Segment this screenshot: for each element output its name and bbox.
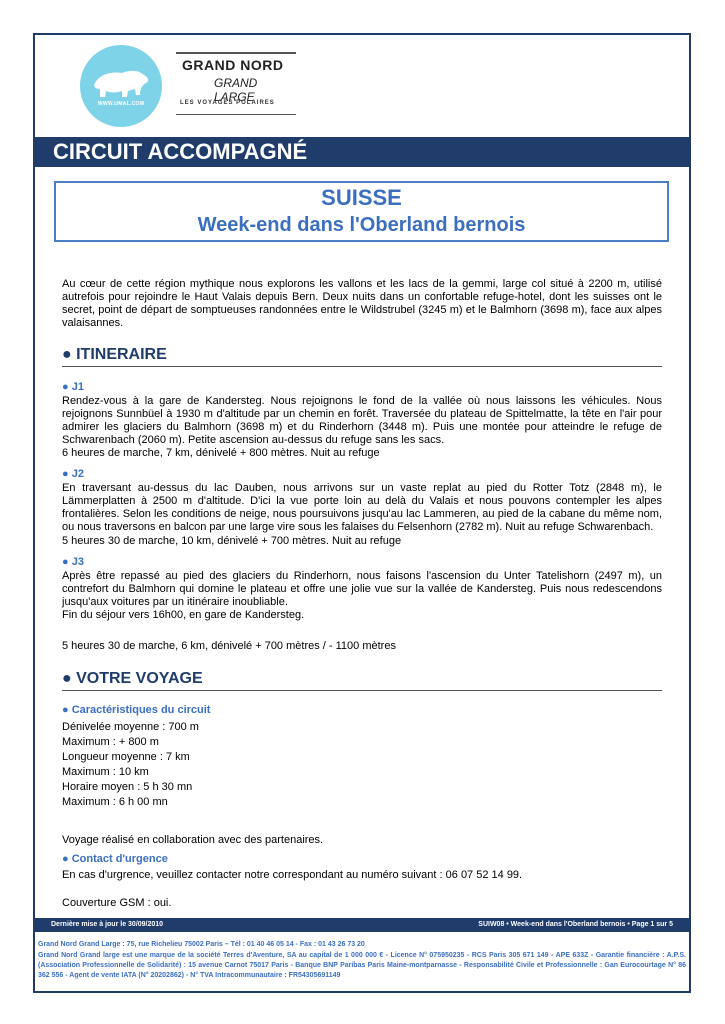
day-stats-j3: 5 heures 30 de marche, 6 km, dénivelé + 700 mètres / - 1100 mètres (62, 640, 396, 652)
title-box (54, 181, 669, 242)
bullet-icon: ● (62, 704, 72, 716)
caract-item: Maximum : + 800 m (62, 736, 159, 748)
caract-title (62, 704, 210, 716)
brand-tagline: LES VOYAGES POLAIRES (180, 100, 275, 106)
day-label-j3 (62, 556, 84, 568)
logo-url: WWW.UMAL.COM (97, 101, 145, 107)
polar-bear-icon (80, 45, 162, 127)
day-end-j3: Fin du séjour vers 16h00, en gare de Kandersteg. (62, 609, 305, 621)
caract-item: Maximum : 10 km (62, 766, 149, 778)
caract-list (62, 720, 662, 810)
caract-item: Maximum : 6 h 00 mn (62, 796, 168, 808)
bullet-icon: ● (62, 381, 72, 393)
caract-title-text: Caractéristiques du circuit (71, 704, 211, 716)
brand-name: GRAND NORD (182, 57, 284, 73)
footer-bar (35, 918, 689, 932)
circuit-banner (35, 137, 689, 167)
day-stats-j2: 5 heures 30 de marche, 10 km, dénivelé + 700 mètres. Nuit au refuge (62, 535, 402, 547)
voyage-heading-text: VOTRE VOYAGE (76, 670, 203, 687)
voyage-heading (62, 670, 662, 691)
intro-paragraph: Au cœur de cette région mythique nous explorons les vallons et les lacs de la gemmi, large col situé à 2200 m, utilisé autrefois pour rejoindre le Haut Valais depuis Bern. Deux nuits dans un confortable refuge-hotel, dont les suisses ont le secret, point de départ de somptueuses randonnées entre le Wildstrubel (3245 m) et le Balmhorn (3698 m), face aux alpes valaisannes. (62, 278, 662, 329)
brand-logo (176, 52, 296, 122)
brand-bottom-rule (176, 114, 296, 115)
itineraire-heading (62, 346, 662, 367)
legal-notice: Grand Nord Grand large est une marque de la société Terres d'Aventure, SA au capital de 1 000 000 € - Licence N° 075950235 - RCS Paris 305 671 149 - APE 633Z - Garantie financière : A.P.S. (Association Professionnelle de Solidarité) : 15 avenue Carnot 75017 Paris - Banque BNP Paribas Paris Maine-montparnasse - Responsabilité Civile et Professionnelle : Gan Eurocourtage N° 86 362 556 - Agent de vente IATA (N° 20202862) - N° TVA Intracommunautaire : FR54305691149 (38, 952, 686, 979)
brand-top-rule (176, 52, 296, 54)
contact-title-text: Contact d'urgence (71, 853, 168, 865)
bullet-icon: ● (62, 346, 77, 363)
day-text-j1: Rendez-vous à la gare de Kandersteg. Nous rejoignons le fond de la vallée où nous laissons les véhicules. Nous rejoignons Sunnbüel à 1930 m d'altitude par un chemin en forêt. Traversée du plateau de Spittelmatte, la tête en l'air pour admirer les glaciers du Balmhorn (3698 m) et du Rinderhorn (3448 m). Puis une montée pour atteindre le refuge de Schwarenbach (2060 m). Petite ascension au-dessus du refuge sans les sacs. (62, 395, 662, 446)
brand-subname: GRAND LARGE (214, 76, 258, 104)
last-update: Dernière mise à jour le 30/09/2010 (51, 921, 164, 928)
day-stats-j1: 6 heures de marche, 7 km, dénivelé + 800 mètres. Nuit au refuge (62, 447, 380, 459)
caract-item: Longueur moyenne : 7 km (62, 751, 190, 763)
contact-text: En cas d'urgrence, veuillez contacter notre correspondant au numéro suivant : 06 07 52 14 99. (62, 869, 523, 881)
contact-title (62, 853, 168, 865)
bullet-icon: ● (62, 670, 77, 687)
day-text-j3: Après être repassé au pied des glaciers du Rinderhorn, nous faisons l'ascension du Unter Tatelishorn (2497 m), un contrefort du Balmhorn qui domine le plateau et offre une jolie vue sur la vallée de Kandersteg. Puis nous redescendons jusqu'aux voitures par un itinéraire inoubliable. (62, 570, 662, 608)
day-label-j2 (62, 468, 84, 480)
bullet-icon: ● (62, 556, 72, 568)
caract-item: Dénivelée moyenne : 700 m (62, 721, 199, 733)
bullet-icon: ● (62, 468, 72, 480)
day-text-j2: En traversant au-dessus du lac Dauben, nous arrivons sur un vaste replat au pied du Rotter Totz (2848 m), le Lämmerplatten à 2500 m d'altitude. D'ici la vue porte loin au delà du Valais et nous pouvons contempler les alpes frontalières. Selon les conditions de neige, nous poursuivons jusqu'au lac Lammeren, au pied de la cabane du même nom, ou nous traversons en balcon par une large vire sous les falaises du Felsenhorn (2782 m). Nuit au refuge Schwarenbach. (62, 482, 662, 533)
itineraire-heading-text: ITINERAIRE (76, 346, 167, 363)
trip-subtitle: Week-end dans l'Oberland bernois (197, 214, 526, 236)
country-title: SUISSE (321, 185, 402, 210)
day-label-text: J1 (71, 381, 84, 393)
company-address: Grand Nord Grand Large : 75, rue Richelieu 75002 Paris – Tél : 01 40 46 05 14 - Fax : 01 43 26 73 20 (38, 941, 365, 948)
day-label-j1 (62, 381, 84, 393)
partners-note: Voyage réalisé en collaboration avec des partenaires. (62, 834, 324, 846)
bullet-icon: ● (62, 853, 72, 865)
day-label-text: J2 (71, 468, 84, 480)
page-reference: SUIW08 • Week-end dans l'Oberland bernois • Page 1 sur 5 (478, 921, 673, 928)
gsm-coverage: Couverture GSM : oui. (62, 897, 172, 909)
day-label-text: J3 (71, 556, 84, 568)
polar-bear-logo (80, 45, 162, 127)
banner-title: CIRCUIT ACCOMPAGNÉ (53, 139, 308, 164)
caract-item: Horaire moyen : 5 h 30 mn (62, 781, 193, 793)
